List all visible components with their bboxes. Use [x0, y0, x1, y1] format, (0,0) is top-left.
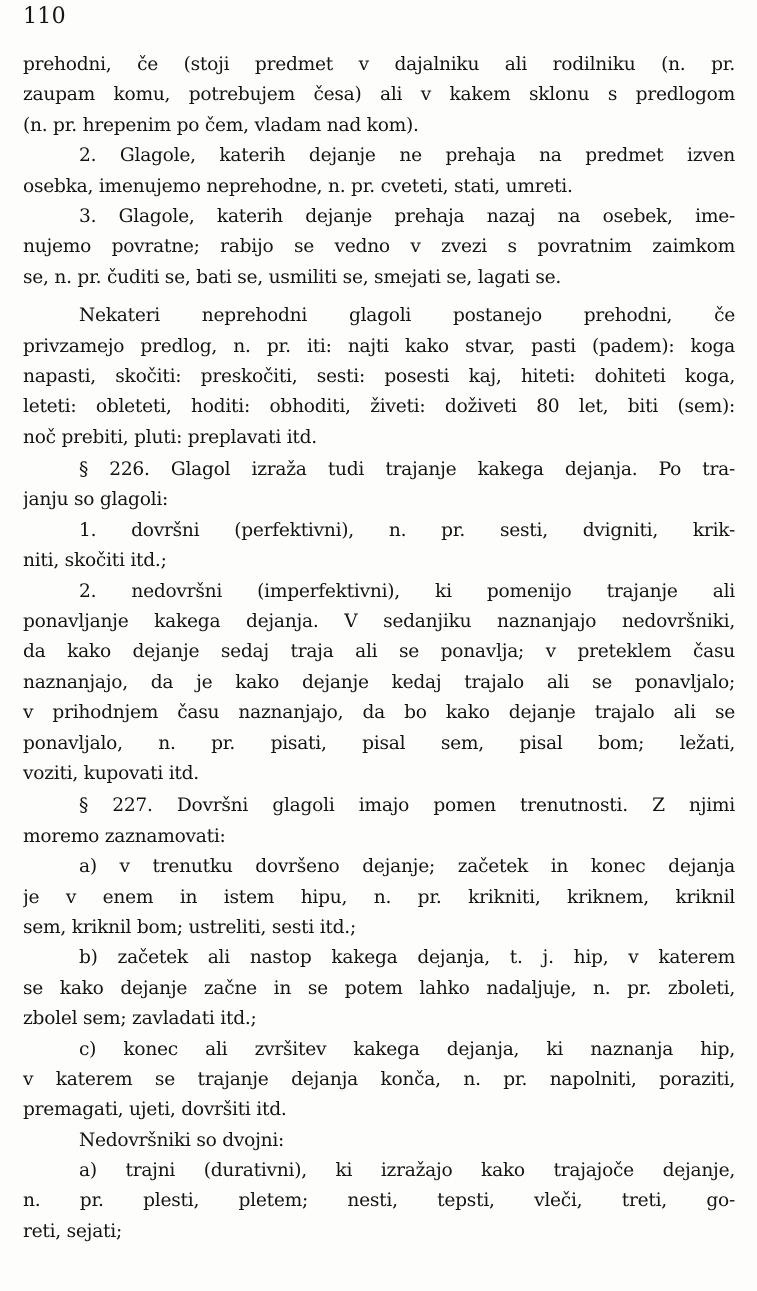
text-line: 3. Glagole, katerih dejanje prehaja nazaj na osebek, ime- — [79, 205, 735, 227]
text-line: naznanjajo, da je kako dejanje kedaj trajalo ali se ponavljalo; — [23, 671, 735, 693]
text-body — [23, 50, 735, 1247]
text-line: da kako dejanje sedaj traja ali se ponavlja; v preteklem času — [23, 641, 735, 663]
text-line: niti, skočiti itd.; — [23, 550, 167, 572]
text-line: nujemo povratne; rabijo se vedno v zvezi s povratnim zaimkom — [23, 236, 735, 258]
page-number: 110 — [23, 4, 66, 29]
text-line: 2. Glagole, katerih dejanje ne prehaja na predmet izven — [79, 145, 735, 167]
text-line: ponavljanje kakega dejanja. V sedanjiku naznanjajo nedovršniki, — [23, 611, 735, 633]
text-line: (n. pr. hrepenim po čem, vladam nad kom). — [23, 114, 419, 136]
section-227-heading: § 227. Dovršni glagoli imajo pomen trenutnosti. Z njimi — [79, 795, 735, 817]
text-line: zaupam komu, potrebujem česa) ali v kakem sklonu s predlogom — [23, 84, 735, 106]
text-line: reti, sejati; — [23, 1220, 122, 1242]
text-line: osebka, imenujemo neprehodne, n. pr. cveteti, stati, umreti. — [23, 175, 573, 197]
text-line: v prihodnjem času naznanjajo, da bo kako dejanje trajalo ali se — [23, 702, 735, 724]
text-line: moremo zaznamovati: — [23, 825, 226, 847]
text-line: a) trajni (durativni), ki izražajo kako trajajoče dejanje, — [79, 1160, 735, 1182]
text-line: b) začetek ali nastop kakega dejanja, t. j. hip, v katerem — [79, 947, 735, 969]
text-line: Nekateri neprehodni glagoli postanejo prehodni, če — [79, 305, 735, 327]
text-line: leteti: obleteti, hoditi: obhoditi, živeti: doživeti 80 let, biti (sem): — [23, 396, 735, 418]
text-line: a) v trenutku dovršeno dejanje; začetek in konec dejanja — [79, 856, 735, 878]
text-line: janju so glagoli: — [23, 489, 169, 511]
text-line: c) konec ali zvršitev kakega dejanja, ki naznanja hip, — [79, 1038, 735, 1060]
text-line: zbolel sem; zavladati itd.; — [23, 1008, 257, 1030]
text-line: premagati, ujeti, dovršiti itd. — [23, 1099, 287, 1121]
text-line: 2. nedovršni (imperfektivni), ki pomenijo trajanje ali — [79, 580, 735, 602]
text-line: 1. dovršni (perfektivni), n. pr. sesti, dvigniti, krik- — [79, 519, 735, 541]
text-line: n. pr. plesti, pletem; nesti, tepsti, vleči, treti, go- — [23, 1190, 735, 1212]
text-line: se kako dejanje začne in se potem lahko nadaljuje, n. pr. zboleti, — [23, 977, 735, 999]
text-line: je v enem in istem hipu, n. pr. krikniti, kriknem, kriknil — [23, 886, 735, 908]
text-line: noč prebiti, pluti: preplavati itd. — [23, 426, 317, 448]
text-line: Nedovršniki so dvojni: — [79, 1129, 285, 1151]
text-line: privzamejo predlog, n. pr. iti: najti kako stvar, pasti (padem): koga — [23, 335, 735, 357]
text-line: prehodni, če (stoji predmet v dajalniku ali rodilniku (n. pr. — [23, 54, 735, 75]
text-line: v katerem se trajanje dejanja konča, n. pr. napolniti, poraziti, — [23, 1068, 735, 1090]
text-line: ponavljalo, n. pr. pisati, pisal sem, pisal bom; ležati, — [23, 732, 735, 754]
text-line: se, n. pr. čuditi se, bati se, usmiliti se, smejati se, lagati se. — [23, 266, 562, 288]
text-line: napasti, skočiti: preskočiti, sesti: posesti kaj, hiteti: dohiteti koga, — [23, 365, 735, 387]
text-line: sem, kriknil bom; ustreliti, sesti itd.; — [23, 916, 356, 938]
section-226-heading: § 226. Glagol izraža tudi trajanje kakega dejanja. Po tra- — [79, 459, 735, 481]
text-line: voziti, kupovati itd. — [23, 762, 199, 784]
